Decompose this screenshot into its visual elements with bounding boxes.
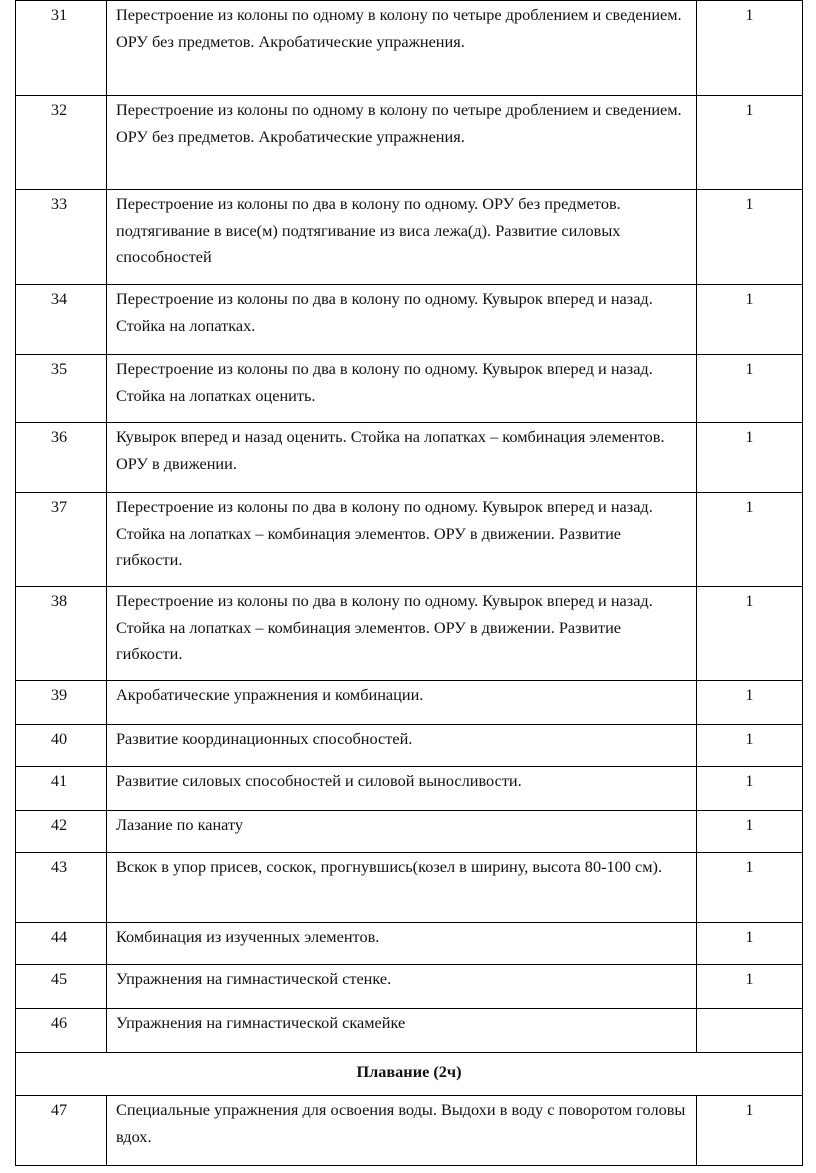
lesson-number: 31 bbox=[16, 1, 107, 96]
lesson-number: 46 bbox=[16, 1009, 107, 1053]
lesson-hours: 1 bbox=[697, 681, 803, 725]
table-row bbox=[16, 965, 803, 1009]
table-row bbox=[16, 587, 803, 681]
section-title: Плавание (2ч) bbox=[16, 1053, 803, 1096]
lesson-topic: Акробатические упражнения и комбинации. bbox=[107, 681, 697, 725]
lesson-topic: Перестроение из колоны по одному в колону по четыре дроблением и сведением. ОРУ без предметов. Акробатические упражнения. bbox=[107, 96, 697, 190]
lesson-hours: 1 bbox=[697, 285, 803, 355]
table-row bbox=[16, 96, 803, 190]
lesson-number: 45 bbox=[16, 965, 107, 1009]
lesson-number: 43 bbox=[16, 853, 107, 923]
table-row bbox=[16, 811, 803, 853]
table-row bbox=[16, 767, 803, 811]
lesson-topic: Упражнения на гимнастической скамейке bbox=[107, 1009, 697, 1053]
lesson-topic: Перестроение из колоны по два в колону по одному. Кувырок вперед и назад. Стойка на лопатках – комбинация элементов. ОРУ в движении. Развитие гибкости. bbox=[107, 493, 697, 587]
lesson-topic: Лазание по канату bbox=[107, 811, 697, 853]
table-row bbox=[16, 1009, 803, 1053]
table-body bbox=[16, 1, 803, 1166]
lesson-number: 36 bbox=[16, 423, 107, 493]
lesson-number: 35 bbox=[16, 355, 107, 423]
table-row bbox=[16, 423, 803, 493]
lesson-topic: Развитие координационных способностей. bbox=[107, 725, 697, 767]
lesson-hours: 1 bbox=[697, 493, 803, 587]
lesson-hours bbox=[697, 1009, 803, 1053]
lesson-number: 32 bbox=[16, 96, 107, 190]
lesson-topic: Кувырок вперед и назад оценить. Стойка на лопатках – комбинация элементов. ОРУ в движении. bbox=[107, 423, 697, 493]
lesson-number: 40 bbox=[16, 725, 107, 767]
table-row bbox=[16, 853, 803, 923]
lesson-topic: Перестроение из колоны по два в колону по одному. Кувырок вперед и назад. Стойка на лопатках – комбинация элементов. ОРУ в движении. Развитие гибкости. bbox=[107, 587, 697, 681]
lesson-number: 37 bbox=[16, 493, 107, 587]
lesson-hours: 1 bbox=[697, 423, 803, 493]
lesson-hours: 1 bbox=[697, 96, 803, 190]
lesson-plan-table bbox=[15, 0, 803, 1166]
lesson-hours: 1 bbox=[697, 767, 803, 811]
lesson-topic: Вскок в упор присев, соскок, прогнувшись(козел в ширину, высота 80-100 см). bbox=[107, 853, 697, 923]
lesson-topic: Перестроение из колоны по два в колону по одному. ОРУ без предметов. подтягивание в висе(м) подтягивание из виса лежа(д). Развитие силовых способностей bbox=[107, 190, 697, 285]
lesson-topic: Развитие силовых способностей и силовой выносливости. bbox=[107, 767, 697, 811]
table-row bbox=[16, 190, 803, 285]
lesson-number: 38 bbox=[16, 587, 107, 681]
table-row bbox=[16, 1096, 803, 1166]
lesson-number: 39 bbox=[16, 681, 107, 725]
section-row bbox=[16, 1053, 803, 1096]
lesson-hours: 1 bbox=[697, 965, 803, 1009]
lesson-topic: Перестроение из колоны по два в колону по одному. Кувырок вперед и назад. Стойка на лопатках. bbox=[107, 285, 697, 355]
lesson-hours: 1 bbox=[697, 1096, 803, 1166]
lesson-hours: 1 bbox=[697, 355, 803, 423]
lesson-topic: Специальные упражнения для освоения воды. Выдохи в воду с поворотом головы вдох. bbox=[107, 1096, 697, 1166]
lesson-hours: 1 bbox=[697, 725, 803, 767]
table-row bbox=[16, 725, 803, 767]
lesson-hours: 1 bbox=[697, 923, 803, 965]
lesson-number: 41 bbox=[16, 767, 107, 811]
lesson-number: 44 bbox=[16, 923, 107, 965]
lesson-number: 42 bbox=[16, 811, 107, 853]
lesson-topic: Комбинация из изученных элементов. bbox=[107, 923, 697, 965]
lesson-topic: Перестроение из колоны по одному в колону по четыре дроблением и сведением. ОРУ без предметов. Акробатические упражнения. bbox=[107, 1, 697, 96]
table-row bbox=[16, 355, 803, 423]
lesson-hours: 1 bbox=[697, 853, 803, 923]
lesson-number: 34 bbox=[16, 285, 107, 355]
table-row bbox=[16, 285, 803, 355]
table-row bbox=[16, 923, 803, 965]
lesson-hours: 1 bbox=[697, 1, 803, 96]
table-row bbox=[16, 681, 803, 725]
table-row bbox=[16, 1, 803, 96]
lesson-hours: 1 bbox=[697, 190, 803, 285]
table-row bbox=[16, 493, 803, 587]
lesson-topic: Перестроение из колоны по два в колону по одному. Кувырок вперед и назад. Стойка на лопатках оценить. bbox=[107, 355, 697, 423]
lesson-number: 47 bbox=[16, 1096, 107, 1166]
lesson-number: 33 bbox=[16, 190, 107, 285]
lesson-hours: 1 bbox=[697, 587, 803, 681]
lesson-topic: Упражнения на гимнастической стенке. bbox=[107, 965, 697, 1009]
lesson-hours: 1 bbox=[697, 811, 803, 853]
